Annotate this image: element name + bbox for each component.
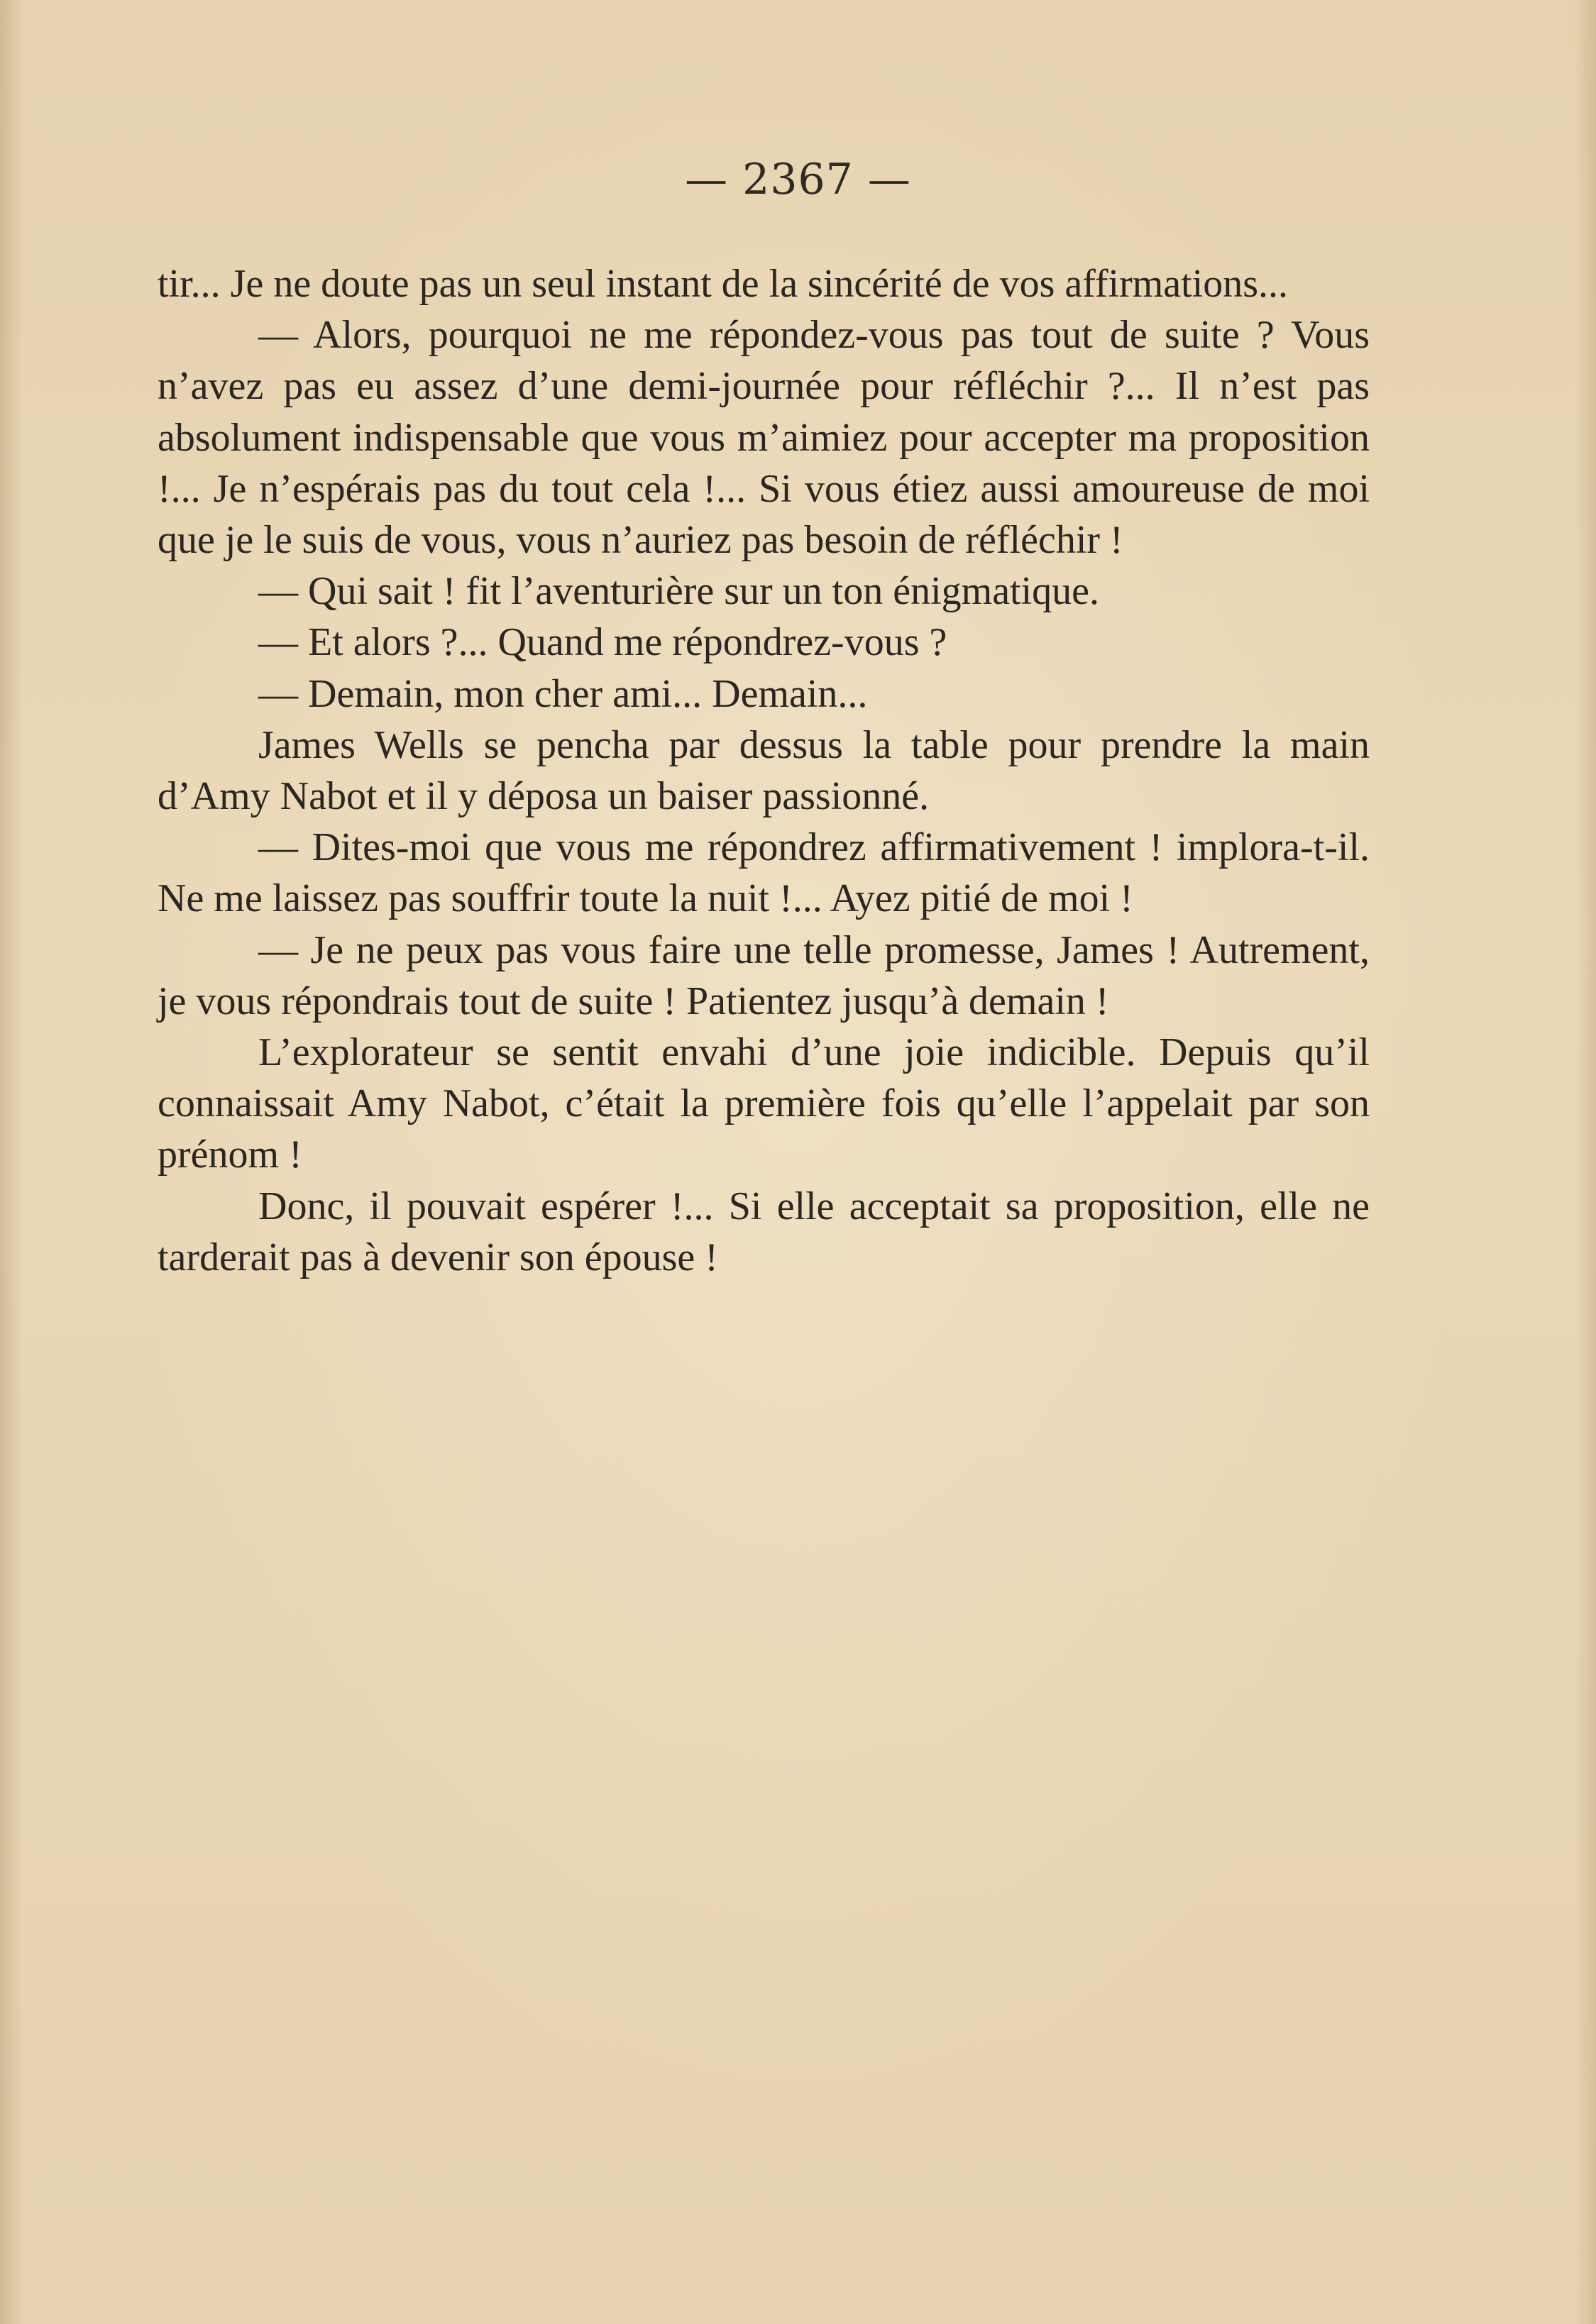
- body-text: [158, 258, 1370, 1283]
- paragraph: — Qui sait ! fit l’aventurière sur un ton énigmatique.: [258, 569, 1100, 614]
- paragraph: James Wells se pencha par dessus la table pour prendre la main d’Amy Nabot et il y déposa un baiser passionné.: [158, 722, 1370, 819]
- page-number: — 2367 —: [685, 155, 911, 204]
- paragraph: — Dites-moi que vous me répondrez affirmativement ! implora-t-il. Ne me laissez pas souffrir toute la nuit !... Ayez pitié de moi !: [158, 825, 1370, 921]
- paragraph: — Je ne peux pas vous faire une telle promesse, James ! Autrement, je vous répondrais tout de suite ! Patientez jusqu’à demain !: [158, 927, 1370, 1023]
- paragraph: tir... Je ne doute pas un seul instant de la sincérité de vos affirmations...: [158, 262, 1289, 306]
- paragraph: — Et alors ?... Quand me répondrez-vous ?: [258, 620, 947, 665]
- paragraph: — Demain, mon cher ami... Demain...: [258, 671, 868, 716]
- paragraph: Donc, il pouvait espérer !... Si elle acceptait sa proposition, elle ne tarderait pas à devenir son épouse !: [158, 1184, 1370, 1279]
- paragraph: — Alors, pourquoi ne me répondez-vous pas tout de suite ? Vous n’avez pas eu assez d’une demi-journée pour réfléchir ?... Il n’est pas absolument indispensable que vous m’aimiez pour accepter ma proposition !... Je n’espérais pas du tout cela !... Si vous étiez aussi amoureuse de moi que je le suis de vous, vous n’auriez pas besoin de réfléchir !: [158, 313, 1370, 563]
- page-edge-shadow-right: [1575, 0, 1596, 2324]
- page-edge-shadow-left: [0, 0, 24, 2324]
- paragraph: L’explorateur se sentit envahi d’une joie indicible. Depuis qu’il connaissait Amy Nabot, c’était la première fois qu’elle l’appelait par son prénom !: [158, 1030, 1370, 1177]
